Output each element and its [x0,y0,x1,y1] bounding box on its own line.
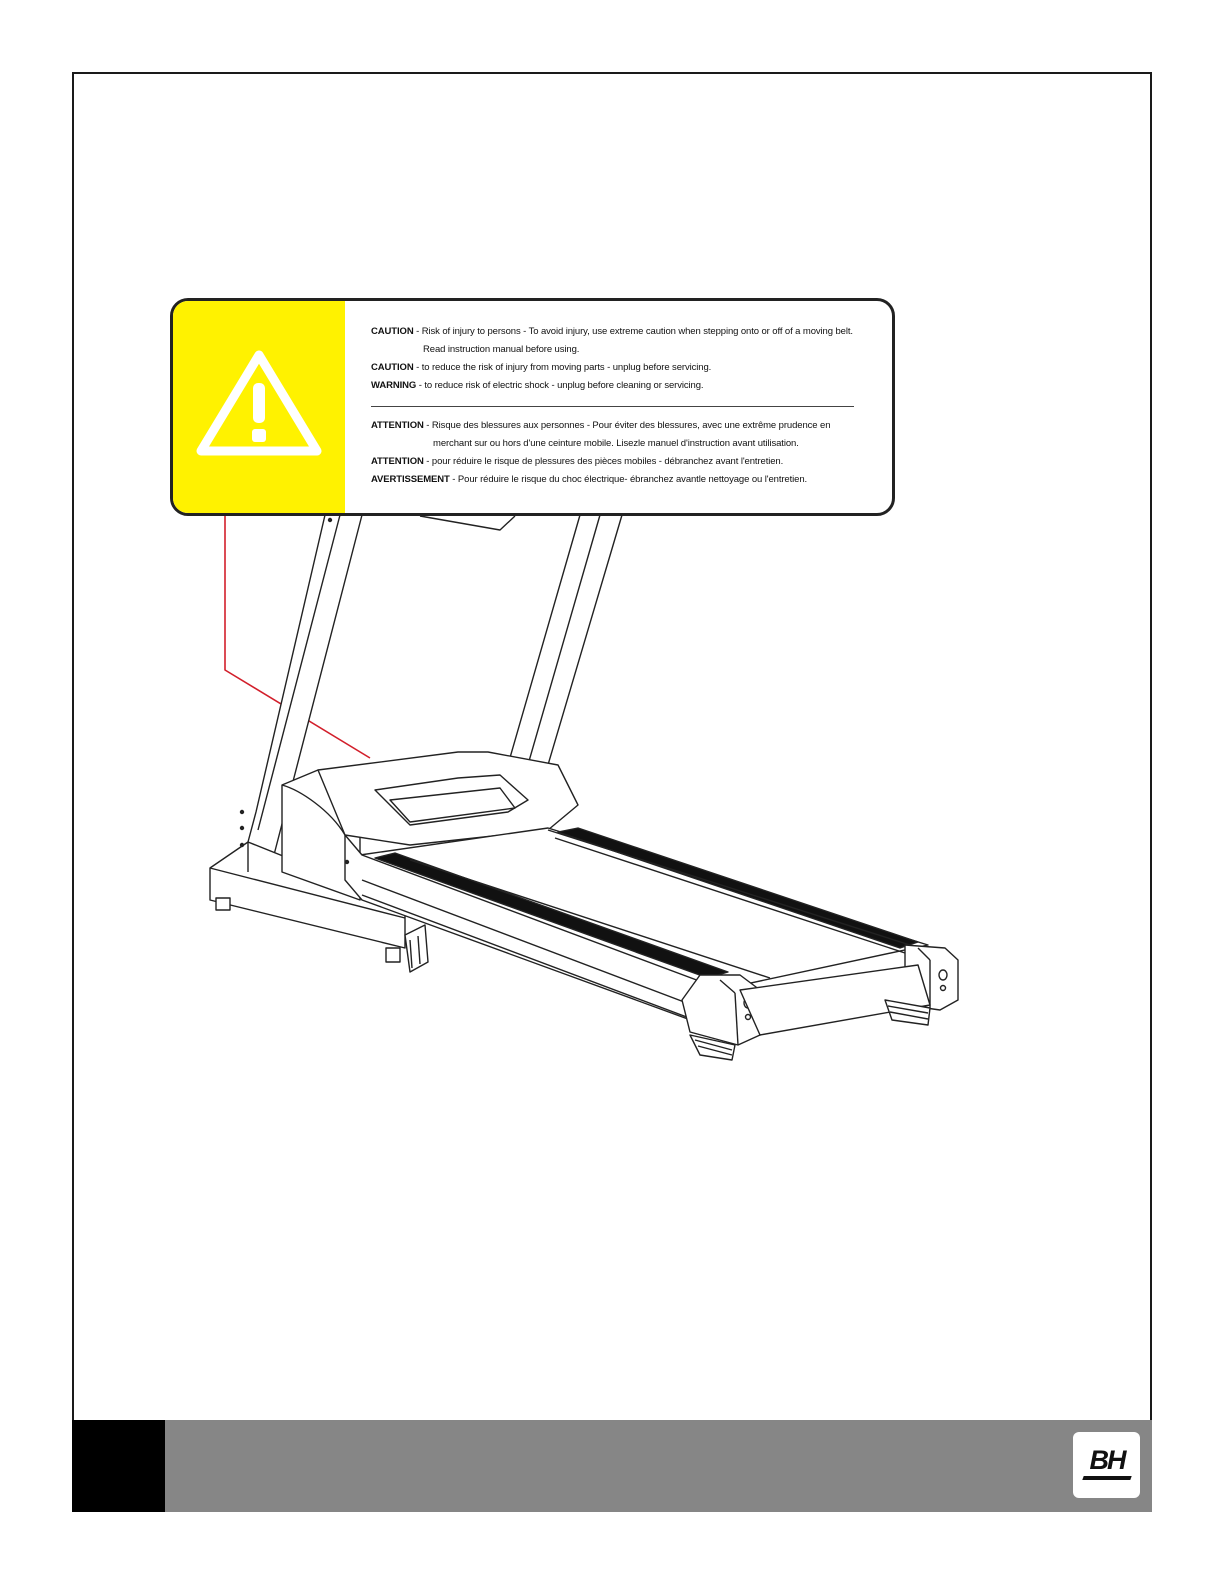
label-en-line-4: WARNING - to reduce risk of electric shock - unplug before cleaning or servicing. [371,380,704,391]
label-fr-line-2: merchant sur ou hors d'une ceinture mobile. Lisezle manuel d'instruction avant utilisation. [433,438,799,449]
label-fr-line-3: ATTENTION - pour réduire le risque de plessures des pièces mobiles - débranchez avant l'entretien. [371,456,784,467]
bh-logo-stripe [1082,1476,1131,1480]
label-fr-line-4: AVERTISSEMENT - Pour réduire le risque du choc électrique- ébranchez avantle nettoyage ou l'entretien. [371,474,808,485]
label-en-line-2: Read instruction manual before using. [423,344,580,355]
warning-label-yellow-panel [173,301,345,513]
footer-page-number-block [72,1420,165,1512]
bh-logo [1073,1432,1140,1498]
right-upright [505,515,622,775]
footer-bar [72,1420,1152,1512]
label-fr-line-1: ATTENTION - Risque des blessures aux personnes - Pour éviter des blessures, avec une extrême prudence en [371,420,831,431]
bh-logo-text: BH [1089,1445,1125,1475]
warning-label [170,298,895,516]
label-divider [371,406,854,407]
label-en-line-1: CAUTION - Risk of injury to persons - To avoid injury, use extreme caution when stepping onto or off of a moving belt. [371,326,853,337]
label-en-line-3: CAUTION - to reduce the risk of injury from moving parts - unplug before servicing. [371,362,712,373]
warning-label-text [371,323,871,489]
warning-triangle-icon [195,347,323,459]
